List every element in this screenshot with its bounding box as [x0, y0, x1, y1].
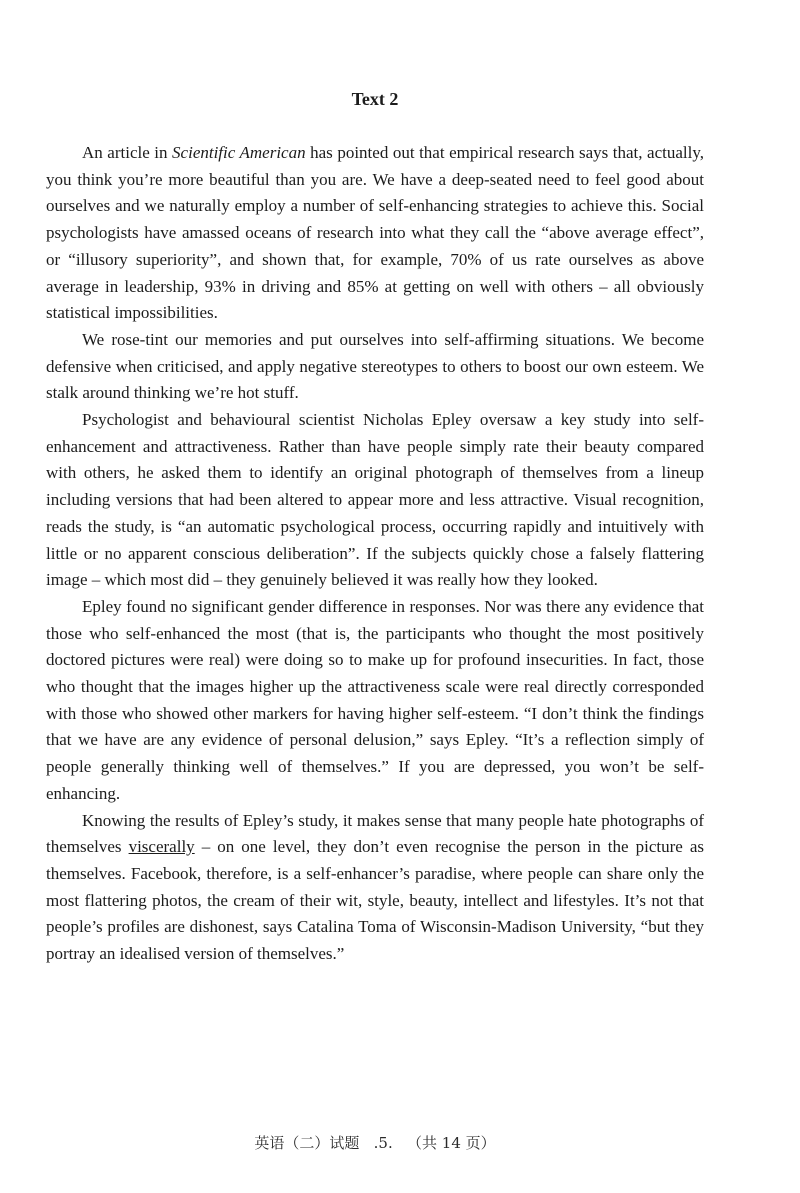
paragraph-4-text: Epley found no significant gender difference in responses. Nor was there any evidence that those who self-enhanced the most (that is, the participants who thought the most positively doctored pictures were real) were doing so to make up for profound insecurities. In fact, those who thought that the images higher up the attractiveness scale were real directly corresponded with those who showed other markers for having higher self-esteem. “I don’t think the findings that we have are any evidence of personal delusion,” says Epley. “It’s a reflection simply of people generally thinking well of themselves.” If you are depressed, you won’t be self-enhancing. — [46, 596, 704, 803]
article-body — [46, 140, 704, 968]
paragraph-2 — [46, 327, 704, 407]
paragraph-1-text: An article in — [82, 143, 173, 162]
paragraph-5-text-cont: – on one level, they don’t even recognise the person in the picture as themselves. Facebook, therefore, is a self-enhancer’s paradise, where people can share only the most flattering photos, the cream of their wit, style, beauty, intellect and lifestyles. It’s not that people’s profiles are dishonest, says Catalina Toma of Wisconsin-Madison University, “but they portray an idealised version of themselves.” — [46, 837, 704, 964]
exam-page — [46, 0, 704, 1193]
underlined-word: viscerally — [128, 837, 195, 857]
page-footer: 英语（二）试题 .5. （共 14 页） — [254, 1134, 496, 1152]
paragraph-5-text: Knowing the results of Epley’s study, it makes sense that many people hate photographs of themselves — [46, 810, 704, 857]
paragraph-1-text-cont: has pointed out that empirical research says that, actually, you think you’re more beautiful than you are. We have a deep-seated need to feel good about ourselves and we naturally employ a number of self-enhancing strategies to achieve this. Social psychologists have amassed oceans of research into what they call the “above average effect”, or “illusory superiority”, and shown that, for example, 70% of us rate ourselves as above average in leadership, 93% in driving and 85% at getting on well with others – all obviously statistical impossibilities. — [46, 143, 704, 323]
paragraph-4 — [46, 594, 704, 808]
publication-title: Scientific American — [172, 143, 306, 162]
paragraph-1 — [46, 140, 704, 327]
paragraph-3-text: Psychologist and behavioural scientist Nicholas Epley oversaw a key study into self-enhancement and attractiveness. Rather than have people simply rate their beauty compared with others, he asked them to identify an original photograph of themselves from a lineup including versions that had been altered to appear more and less attractive. Visual recognition, reads the study, is “an automatic psychological process, occurring rapidly and intuitively with little or no apparent conscious deliberation”. If the subjects quickly chose a falsely flattering image – which most did – they genuinely believed it was really how they looked. — [46, 410, 704, 590]
paragraph-3 — [46, 407, 704, 594]
section-heading: Text 2 — [351, 89, 399, 109]
paragraph-2-text: We rose-tint our memories and put ourselves into self-affirming situations. We become defensive when criticised, and apply negative stereotypes to others to boost our own esteem. We stalk around thinking we’re hot stuff. — [46, 329, 704, 403]
paragraph-5 — [46, 808, 704, 968]
